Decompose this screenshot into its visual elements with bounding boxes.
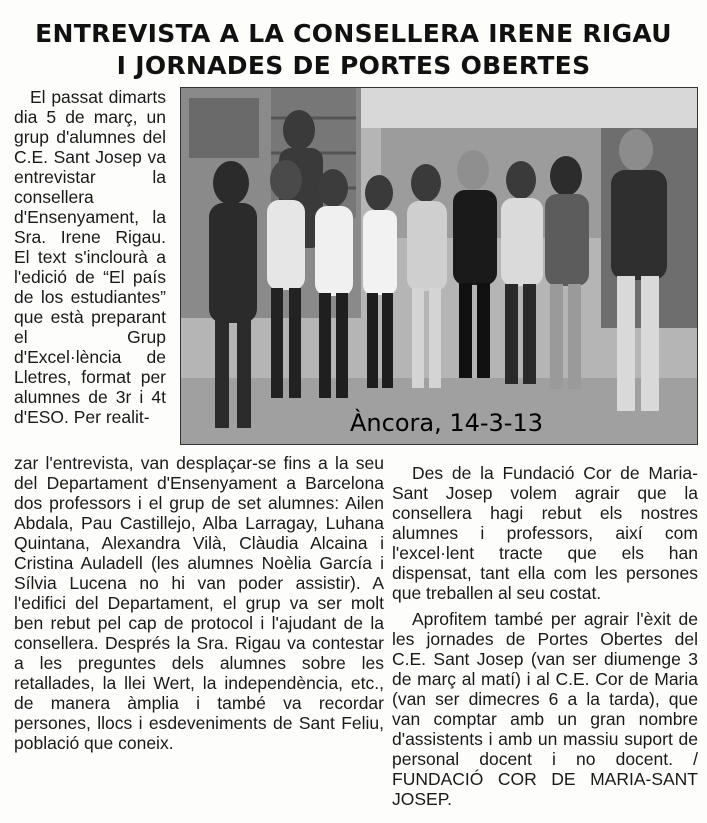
headline-line-2: I JORNADES DE PORTES OBERTES [116, 51, 591, 80]
article-paragraph-open-days: Aprofitem també per agrair l'èxit de les jornades de Portes Obertes del C.E. Sant Josep (van ser diumenge 3 de març al matí) i al C.E. Cor de Maria (van ser dimecres 6 a la tarda), que van comptar amb un gran nombre d'assistents i amb un massiu suport de personal docent i no docent. / FUNDACIÓ COR DE MARIA-SANT JOSEP. [392, 609, 698, 809]
article-paragraph-continuation: zar l'entrevista, van desplaçar-se fins a la seu del Departament d'Ensenyament a Barcelona dos professors i el grup de set alumnes: Ailen Abdala, Pau Castillejo, Alba Larragay, Luhana Quintana, Alexandra Vilà, Clàudia Alcaina i Cristina Auladell (les alumnes Noèlia García i Sílvia Lucena no hi van poder assistir). A l'edifici del Departament, el grup va ser molt ben rebut pel cap de protocol i l'ajudant de la consellera. Després la Sra. Rigau va contestar a les preguntes dels alumnes sobre les retallades, la llei Wert, la independència, etc., de manera àmplia i també va recordar persones, llocs i esdeveniments de Sant Feliu, població que coneix. [14, 453, 384, 753]
photo-credit: Àncora, 14-3-13 [350, 409, 544, 437]
article-headline [0, 18, 707, 82]
article-paragraph-thanks: Des de la Fundació Cor de Maria-Sant Josep volem agrair que la consellera hagi rebut els nostres alumnes i professors, així com l'excel·lent tracte que els han dispensat, tant ella com les persones que treballen al seu costat. [392, 463, 698, 603]
article-column-right [392, 463, 698, 815]
headline-line-1: ENTREVISTA A LA CONSELLERA IRENE RIGAU [35, 19, 672, 48]
group-photo [180, 87, 698, 445]
article-column-left-top [14, 87, 166, 427]
article-paragraph-intro: El passat dimarts dia 5 de març, un grup d'alumnes del C.E. Sant Josep va entrevistar la consellera d'Ensenyament, la Sra. Irene Rigau. El text s'inclourà a l'edició de “El país de los estudiantes” que està preparant el Grup d'Excel·lència de Lletres, format per alumnes de 3r i 4t d'ESO. Per realit- [14, 87, 166, 427]
group-photo-illustration [181, 88, 697, 444]
article-column-left-bottom [14, 453, 384, 753]
